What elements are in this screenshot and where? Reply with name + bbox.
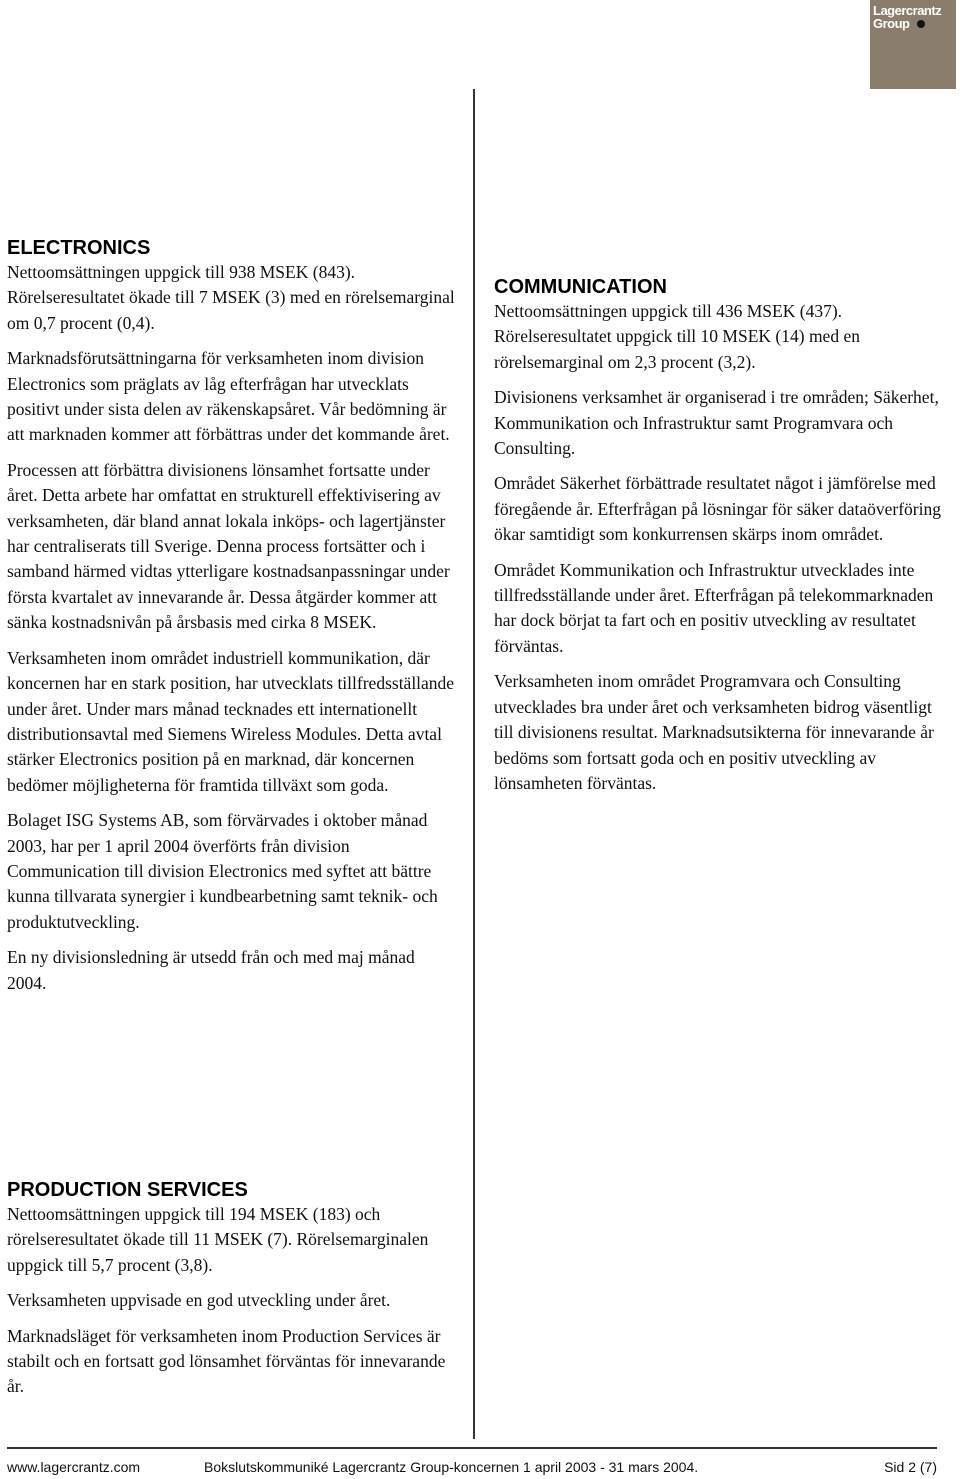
production-services-paragraph-1: Nettoomsättningen uppgick till 194 MSEK (183) och rörelseresultatet ökade till 11 MSEK (7). Rörelsemarginalen uppgick till 5,7 procent (3,8). (7, 1204, 429, 1275)
footer-title: Bokslutskommuniké Lagercrantz Group-koncernen 1 april 2003 - 31 mars 2004. (204, 1459, 699, 1475)
communication-paragraph-2: Divisionens verksamhet är organiserad i tre områden; Säkerhet, Kommunikation och Infrastruktur samt Programvara och Consulting. (494, 387, 939, 459)
communication-paragraph-3: Området Säkerhet förbättrade resultatet något i jämförelse med föregående år. Efterfrågan på lösningar för säker dataöverföring ökar samtidigt som konkurrensen skärps inom området. (494, 473, 942, 545)
production-services-paragraph-2: Verksamheten uppvisade en god utveckling under året. (7, 1290, 391, 1311)
logo-dot-icon (917, 20, 925, 28)
page-footer (7, 1459, 937, 1479)
electronics-section (7, 236, 457, 1006)
column-divider (473, 89, 475, 1439)
electronics-paragraph-5: Bolaget ISG Systems AB, som förvärvades i oktober månad 2003, har per 1 april 2004 överförts från division Communication till division Electronics med syftet att bättre kunna tillvarata synergier i kundbearbetning samt teknik- och produktutveckling. (7, 810, 438, 932)
communication-paragraph-4: Området Kommunikation och Infrastruktur utvecklades inte tillfredsställande under året. Efterfrågan på telekommarknaden har dock börjat ta fart och en positiv utveckling av resultatet förväntas. (494, 559, 934, 656)
logo-line-2: Group (873, 16, 910, 31)
production-services-section (7, 1178, 457, 1410)
electronics-paragraph-1: Nettoomsättningen uppgick till 938 MSEK (843). Rörelseresultatet ökade till 7 MSEK (3) med en rörelsemarginal om 0,7 procent (0,4). (7, 262, 455, 333)
footer-divider (7, 1447, 937, 1449)
company-logo (870, 0, 956, 89)
communication-section (494, 275, 954, 806)
logo-line-1: Lagercrantz (873, 3, 942, 18)
electronics-paragraph-4: Verksamheten inom området industriell kommunikation, där koncernen har en stark position, har utvecklats tillfredsställande under året. Under mars månad tecknades ett internationellt distributionsavtal med Siemens Wireless Modules. Detta avtal stärker Electronics position på en marknad, där koncernen bedömer möjligheterna för framtida tillväxt som goda. (7, 647, 455, 795)
production-services-paragraph-3: Marknadsläget för verksamheten inom Production Services är stabilt och en fortsatt god lönsamhet förväntas för innevarande år. (7, 1325, 446, 1397)
page-number: Sid 2 (7) (884, 1459, 937, 1475)
electronics-paragraph-3: Processen att förbättra divisionens lönsamhet fortsatte under året. Detta arbete har omfattat en strukturell effektivisering av verksamheten, där bland annat lokala inköps- och lagertjänster har centraliserats till Sverige. Denna process fortsätter och i samband härmed vidtas ytterligare kostnadsanpassningar under första kvartalet av innevarande år. Dessa åtgärder kommer att sänka kostnadsnivån på årsbasis med cirka 8 MSEK. (7, 459, 450, 633)
electronics-heading: ELECTRONICS (7, 237, 151, 259)
electronics-paragraph-6: En ny divisionsledning är utsedd från och med maj månad 2004. (7, 947, 415, 993)
communication-paragraph-1: Nettoomsättningen uppgick till 436 MSEK (437). Rörelseresultatet uppgick till 10 MSEK (14) med en rörelsemarginal om 2,3 procent (3,2). (494, 301, 860, 372)
footer-url-link[interactable]: www.lagercrantz.com (7, 1459, 141, 1475)
production-services-heading: PRODUCTION SERVICES (7, 1179, 248, 1201)
electronics-paragraph-2: Marknadsförutsättningarna för verksamheten inom division Electronics som präglats av låg efterfrågan har utvecklats positivt under sista delen av räkenskapsåret. Vår bedömning är att marknaden kommer att förbättras under det kommande året. (7, 348, 450, 445)
communication-paragraph-5: Verksamheten inom området Programvara och Consulting utvecklades bra under året och verksamheten bidrog väsentligt till divisionens resultat. Marknadsutsikterna för innevarande år bedöms som fortsatt goda och en positiv utveckling av lönsamheten förväntas. (494, 671, 934, 793)
communication-heading: COMMUNICATION (494, 276, 667, 298)
